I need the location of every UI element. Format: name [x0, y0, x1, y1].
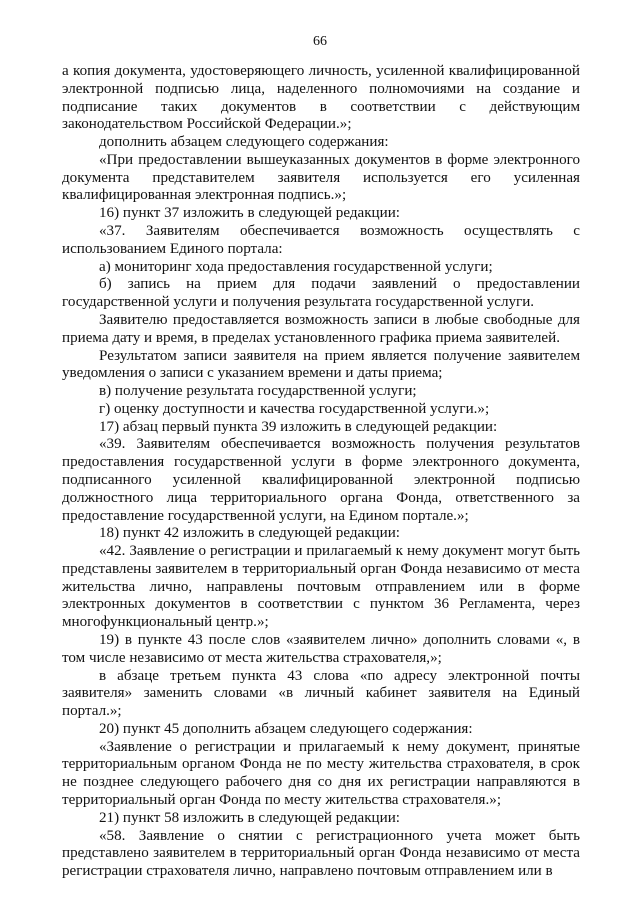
- paragraph: в абзаце третьем пункта 43 слова «по адресу электронной почты заявителя» заменить словами «в личный кабинет заявителя на Единый портал.»;: [62, 667, 580, 720]
- document-body: [62, 63, 580, 881]
- paragraph: «42. Заявление о регистрации и прилагаемый к нему документ могут быть представлены заявителем в территориальный орган Фонда независимо от места жительства лично, направлены почтовым отправлением или в форме электронных документов в соответствии с пунктом 36 Регламента, через многофункциональный центр.»;: [62, 543, 580, 631]
- paragraph: в) получение результата государственной услуги;: [99, 383, 417, 400]
- paragraph: «39. Заявителям обеспечивается возможность получения результатов предоставления государственной услуги в форме электронного документа, подписанного усиленной квалифицированной электронной подписью должностного лица территориального органа Фонда, ответственного за предоставление государственной услуги, на Едином портале.»;: [62, 436, 580, 524]
- paragraph: дополнить абзацем следующего содержания:: [99, 134, 389, 151]
- paragraph: б) запись на прием для подачи заявлений о предоставлении государственной услуги и получения результата государственной услуги.: [62, 276, 580, 311]
- paragraph: «Заявление о регистрации и прилагаемый к нему документ, принятые территориальным органом Фонда не по месту жительства страхователя, в срок не позднее следующего рабочего дня со дня их регистрации направляются в территориальный орган Фонда по месту жительства страхователя.»;: [62, 738, 580, 809]
- paragraph: Заявителю предоставляется возможность записи в любые свободные для приема дату и время, в пределах установленного графика приема заявителей.: [62, 311, 580, 346]
- paragraph: 17) абзац первый пункта 39 изложить в следующей редакции:: [99, 418, 498, 435]
- page-number: 66: [313, 34, 327, 49]
- paragraph: 21) пункт 58 изложить в следующей редакции:: [99, 809, 400, 826]
- paragraph: «37. Заявителям обеспечивается возможность осуществлять с использованием Единого портала:: [62, 223, 580, 257]
- paragraph: а) мониторинг хода предоставления государственной услуги;: [99, 258, 493, 275]
- paragraph: 18) пункт 42 изложить в следующей редакции:: [99, 525, 400, 542]
- paragraph: г) оценку доступности и качества государственной услуги.»;: [99, 400, 490, 417]
- paragraph: Результатом записи заявителя на прием является получение заявителем уведомления о записи с указанием времени и даты приема;: [62, 347, 580, 382]
- paragraph: «При предоставлении вышеуказанных документов в форме электронного документа представителем заявителя используется его усиленная квалифицированная электронная подпись.»;: [62, 151, 580, 204]
- paragraph: 16) пункт 37 изложить в следующей редакции:: [99, 205, 400, 222]
- paragraph: 19) в пункте 43 после слов «заявителем лично» дополнить словами «, в том числе независимо от места жительства страхователя,»;: [62, 632, 580, 666]
- paragraph: а копия документа, удостоверяющего личность, усиленной квалифицированной электронной подписью лица, наделенного полномочиями на создание и подписание таких документов в соответствии с действующим законодательством Российской Федерации.»;: [62, 63, 580, 133]
- paragraph: «58. Заявление о снятии с регистрационного учета может быть представлено заявителем в территориальный орган Фонда независимо от места регистрации страхователя лично, направлено почтовым отправлением или в: [62, 827, 580, 880]
- paragraph: 20) пункт 45 дополнить абзацем следующего содержания:: [99, 720, 473, 737]
